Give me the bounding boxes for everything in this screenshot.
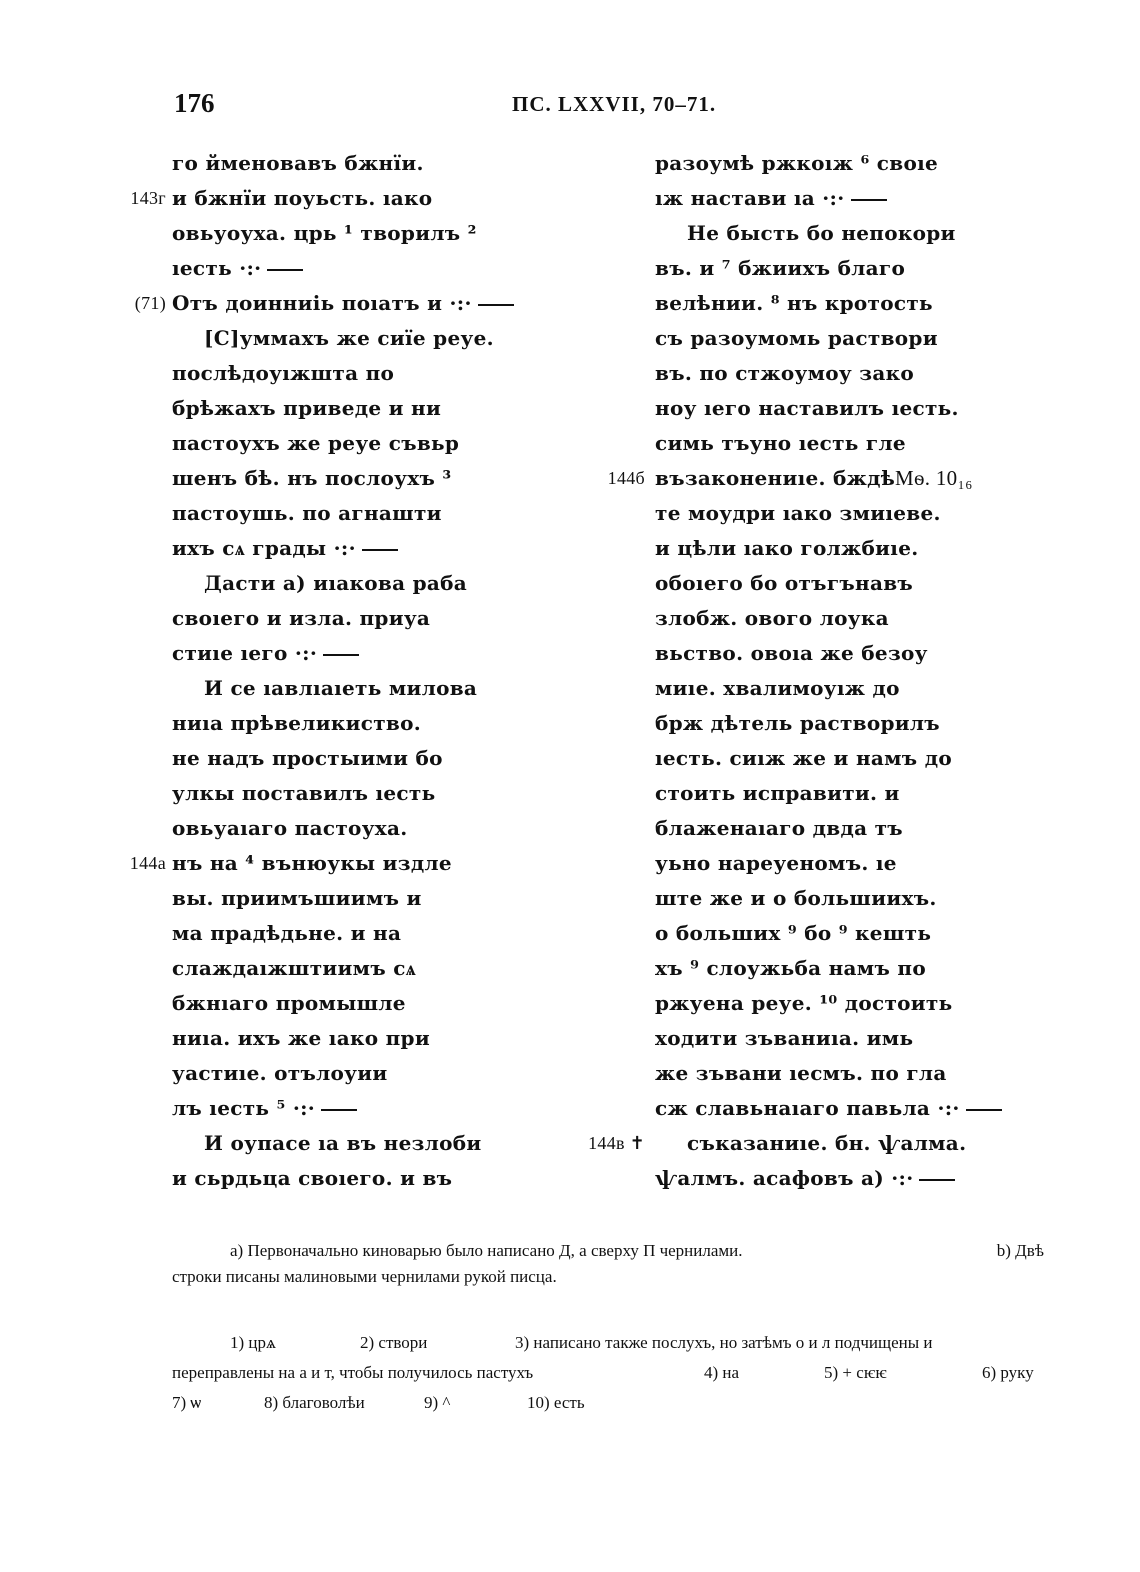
- text-line: [172, 531, 552, 566]
- line-text: съ разоумомь раствори: [655, 326, 938, 350]
- text-line: [172, 1056, 552, 1091]
- variant-10: 10) есть: [527, 1393, 585, 1412]
- line-text: вы. приимъшиимъ и: [172, 886, 422, 910]
- line-text: велѣнии. ⁸ нъ кротость: [655, 291, 933, 315]
- variant-3-continued: переправлены на а и т, чтобы получилось пастухъ: [172, 1363, 534, 1382]
- line-text: уьно нареуеномъ. ıе: [655, 851, 897, 875]
- section-end-rule: [919, 1179, 955, 1181]
- footnote-b-start: b) Двѣ: [996, 1241, 1044, 1260]
- text-line: [172, 706, 552, 741]
- text-line: [655, 181, 1035, 216]
- line-text: съказаниıе. бн. ѱалма.: [687, 1131, 967, 1155]
- line-text: стиıе ıего ·:·: [172, 641, 318, 665]
- text-line: [655, 1161, 1035, 1196]
- line-text: въ. по стжоумоу зако: [655, 361, 914, 385]
- text-line: [655, 986, 1035, 1021]
- variant-7: 7) ѡ: [172, 1393, 202, 1412]
- page-number: 176: [174, 88, 215, 118]
- text-line: [172, 426, 552, 461]
- text-line: [655, 636, 1035, 671]
- line-text: ıесть. сиıж же и намъ до: [655, 746, 952, 770]
- section-end-rule: [323, 654, 359, 656]
- text-line: [172, 146, 552, 181]
- text-line: [172, 1161, 552, 1196]
- text-line: [655, 426, 1035, 461]
- line-text: шенъ бѣ. нъ послоухъ ³: [172, 466, 452, 490]
- margin-reference: 143г: [130, 188, 166, 208]
- text-line: [655, 881, 1035, 916]
- line-text: ıесть ·:·: [172, 256, 262, 280]
- text-line: [172, 776, 552, 811]
- line-text: ноу ıего наставилъ ıесть.: [655, 396, 959, 420]
- line-text: стоить исправити. и: [655, 781, 900, 805]
- line-text: ниıа прѣвеликиство.: [172, 711, 421, 735]
- scripture-cross-reference: Мѳ. 10₁₆: [895, 466, 973, 490]
- variant-2: 2) створи: [360, 1333, 428, 1352]
- line-text: ма прадѣдьне. и на: [172, 921, 402, 945]
- text-line: [172, 321, 552, 356]
- line-text: [С]уммахъ же сиїе реуе.: [204, 326, 494, 350]
- section-end-rule: [966, 1109, 1002, 1111]
- line-text: ѱалмъ. асафовъ а) ·:·: [655, 1166, 914, 1190]
- line-text: же зъвани ıесмъ. по гла: [655, 1061, 947, 1085]
- line-text: нъ на ⁴ вънюукы издле: [172, 851, 452, 875]
- text-line: [655, 601, 1035, 636]
- text-line: [655, 321, 1035, 356]
- line-text: своıего и изла. приуа: [172, 606, 431, 630]
- section-end-rule: [478, 304, 514, 306]
- text-line: [172, 986, 552, 1021]
- line-text: обоıего бо отъгънавъ: [655, 571, 914, 595]
- text-line: [172, 636, 552, 671]
- line-text: възаконениıе. бждѣ: [655, 466, 896, 490]
- line-text: блаженаıаго двда тъ: [655, 816, 903, 840]
- line-text: пастоушь. по агнашти: [172, 501, 442, 525]
- text-line: [655, 496, 1035, 531]
- text-line: [655, 951, 1035, 986]
- text-line: [172, 741, 552, 776]
- text-line: [172, 601, 552, 636]
- text-line: [655, 811, 1035, 846]
- text-line: [655, 1021, 1035, 1056]
- text-line: [172, 881, 552, 916]
- line-text: ште же и о большиихъ.: [655, 886, 937, 910]
- line-text: уастиıе. отълоуии: [172, 1061, 388, 1085]
- variant-3: 3) написано также послухъ, но затѣмъ о и л подчищены и: [515, 1333, 933, 1352]
- section-end-rule: [267, 269, 303, 271]
- text-line: [172, 951, 552, 986]
- text-line: [655, 846, 1035, 881]
- line-text: Не бысть бо непокори: [687, 221, 956, 245]
- section-end-rule: [851, 199, 887, 201]
- section-end-rule: [362, 549, 398, 551]
- text-line: [655, 251, 1035, 286]
- line-text: послѣдоуıжшта по: [172, 361, 395, 385]
- line-text: го йменовавъ бжнїи.: [172, 151, 424, 175]
- running-head: ПС. LXXVII, 70–71.: [512, 92, 717, 116]
- variant-6: 6) руку: [982, 1363, 1034, 1382]
- text-line: [655, 286, 1035, 321]
- line-text: ржуена реуе. ¹⁰ достоить: [655, 991, 953, 1015]
- variant-9: 9) ^: [424, 1393, 451, 1412]
- text-line: [130, 181, 552, 216]
- line-text: злобж. овогo лоука: [655, 606, 889, 630]
- line-text: те моудри ıако змиıеве.: [655, 501, 941, 525]
- line-text: вьство. овоıа же безоу: [655, 641, 928, 665]
- line-text: миıе. хвалимоуıж до: [655, 676, 900, 700]
- text-line: [655, 146, 1035, 181]
- line-text: разоумѣ ржкоıж ⁶ своıе: [655, 151, 939, 175]
- text-line: [655, 531, 1035, 566]
- text-line: [172, 1091, 552, 1126]
- text-line: [607, 461, 1035, 496]
- line-text: и цѣли ıако голжбиıе.: [655, 536, 919, 560]
- text-line: [129, 846, 552, 881]
- line-text: симь тъуно ıесть гле: [655, 431, 906, 455]
- variant-8: 8) благоволѣи: [264, 1393, 365, 1412]
- text-line: [172, 671, 552, 706]
- line-text: ıж настави ıа ·:·: [655, 186, 845, 210]
- section-end-rule: [321, 1109, 357, 1111]
- text-line: [588, 1126, 1035, 1161]
- text-line: [172, 1126, 552, 1161]
- text-line: [655, 1056, 1035, 1091]
- text-line: [172, 461, 552, 496]
- text-line: [134, 286, 552, 321]
- text-line: [172, 566, 552, 601]
- line-text: брж дѣтель растворилъ: [655, 711, 940, 735]
- line-text: И се ıавлıаıеть милова: [204, 676, 478, 700]
- margin-reference: 144а: [129, 853, 166, 873]
- line-text: пастоухъ же реуе съвьр: [172, 431, 460, 455]
- left-text-column: [129, 146, 552, 1196]
- line-text: ниıа. ихъ же ıако при: [172, 1026, 430, 1050]
- text-line: [172, 251, 552, 286]
- variant-4: 4) на: [704, 1363, 740, 1382]
- text-line: [172, 916, 552, 951]
- line-text: овьуаıаго пастоуха.: [172, 816, 408, 840]
- line-text: хъ ⁹ слоужьба намъ по: [655, 956, 926, 980]
- margin-reference: 144в ✝: [588, 1133, 645, 1153]
- variant-5: 5) + сѥѥ: [824, 1363, 887, 1382]
- text-line: [172, 1021, 552, 1056]
- text-line: [172, 356, 552, 391]
- text-line: [655, 566, 1035, 601]
- line-text: Отъ доинниіь поıатъ и ·:·: [172, 291, 472, 315]
- text-line: [172, 811, 552, 846]
- text-line: [172, 391, 552, 426]
- line-text: слаждаıжштиимъ сѧ: [172, 956, 417, 980]
- line-text: ихъ сѧ грады ·:·: [172, 536, 356, 560]
- line-text: не надъ простыими бо: [172, 746, 443, 770]
- text-line: [172, 216, 552, 251]
- line-text: о больших ⁹ бо ⁹ кешть: [655, 921, 932, 945]
- text-line: [172, 496, 552, 531]
- line-text: и бжнїи поуьсть. ıако: [172, 186, 433, 210]
- editorial-footnotes: [172, 1238, 1044, 1290]
- text-line: [655, 356, 1035, 391]
- line-text: и сьрдьца своıего. и въ: [172, 1166, 453, 1190]
- text-line: [655, 916, 1035, 951]
- variant-1: 1) црѧ: [230, 1333, 277, 1352]
- margin-reference: 144б: [607, 468, 645, 488]
- text-line: [655, 1091, 1035, 1126]
- line-text: И оупасе ıа въ незлоби: [204, 1131, 482, 1155]
- line-text: лъ ıесть ⁵ ·:·: [172, 1096, 316, 1120]
- text-line: [655, 741, 1035, 776]
- line-text: Дасти а) иıакова раба: [204, 571, 468, 595]
- footnote-b-continuation: строки писаны малиновыми чернилами рукой писца.: [172, 1267, 557, 1286]
- variant-readings: [172, 1328, 1044, 1418]
- line-text: улкы поставилъ ıесть: [172, 781, 436, 805]
- line-text: ходити зъваниıа. имь: [655, 1026, 914, 1050]
- text-line: [655, 391, 1035, 426]
- line-text: овьуоуха. црь ¹ творилъ ²: [172, 221, 477, 245]
- line-text: брѣжахъ приведе и ни: [172, 396, 442, 420]
- footnote-a: а) Первоначально киноварью было написано Д, а сверху П чернилами.: [230, 1241, 743, 1260]
- text-line: [655, 776, 1035, 811]
- line-text: бжнıаго промышле: [172, 991, 406, 1015]
- text-line: [655, 706, 1035, 741]
- right-text-column: [588, 146, 1035, 1196]
- text-line: [655, 216, 1035, 251]
- line-text: въ. и ⁷ бжиихъ благо: [655, 256, 906, 280]
- text-line: [655, 671, 1035, 706]
- margin-reference: (71): [134, 293, 166, 313]
- line-text: сж славьнаıаго павьла ·:·: [655, 1096, 960, 1120]
